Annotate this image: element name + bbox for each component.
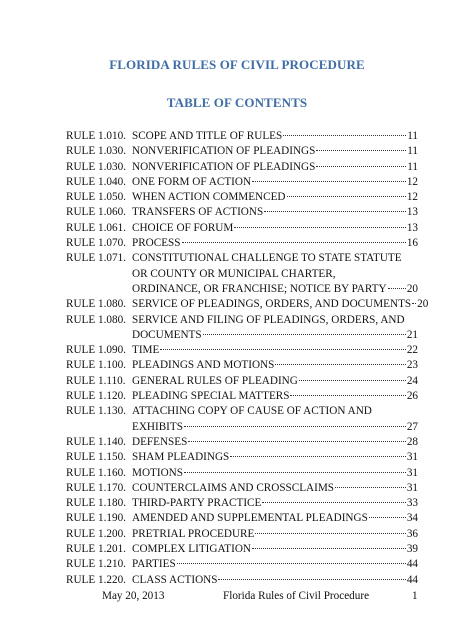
dot-leader (275, 364, 405, 365)
rule-number: RULE 1.140. (66, 435, 126, 448)
dot-leader (182, 242, 406, 243)
rule-title-line: AMENDED AND SUPPLEMENTAL PLEADINGS (132, 512, 368, 525)
rule-title (132, 190, 418, 205)
rule-title-line: SCOPE AND TITLE OF RULES (132, 130, 283, 142)
rule-title (132, 313, 418, 344)
dot-leader (255, 533, 405, 534)
page-number: 16 (406, 237, 418, 250)
toc-entry[interactable] (66, 496, 418, 511)
dot-leader (283, 135, 406, 136)
dot-leader (264, 211, 406, 212)
dot-leader (299, 380, 406, 381)
rule-number: RULE 1.060. (66, 206, 126, 219)
rule-title (132, 374, 418, 389)
rule-number: RULE 1.201. (66, 543, 126, 556)
rule-title-line: SERVICE OF PLEADINGS, ORDERS, AND DOCUMENTS (132, 298, 412, 311)
rule-number: RULE 1.160. (66, 466, 126, 479)
rule-number: RULE 1.220. (66, 573, 126, 586)
page-number: 24 (406, 374, 418, 387)
page-number: 31 (406, 466, 418, 479)
rule-title-line: THIRD-PARTY PRACTICE (132, 497, 262, 510)
rule-title (132, 435, 418, 450)
dot-leader (369, 517, 406, 518)
rule-title-line: ORDINANCE, OR FRANCHISE; NOTICE BY PARTY (132, 282, 387, 295)
rule-number: RULE 1.061. (66, 221, 126, 234)
rule-title (132, 542, 418, 557)
page-number: 13 (406, 221, 418, 234)
rule-title (132, 527, 418, 542)
rule-title-line: SERVICE AND FILING OF PLEADINGS, ORDERS, AND (132, 313, 405, 326)
rule-title (132, 557, 418, 572)
page-number: 39 (406, 543, 418, 556)
rule-number: RULE 1.120. (66, 390, 126, 403)
rule-number: RULE 1.080. (66, 298, 126, 311)
rule-title-line: CHOICE OF FORUM (132, 221, 234, 234)
rule-title-line: PRETRIAL PROCEDURE (132, 527, 255, 540)
dot-leader (184, 472, 406, 473)
rule-title (132, 358, 418, 373)
rule-title-line: EXHIBITS (132, 420, 183, 433)
toc-entry[interactable] (66, 313, 418, 344)
rule-number: RULE 1.170. (66, 481, 126, 494)
rule-title (132, 236, 418, 251)
page-number: 27 (406, 420, 418, 433)
rule-number: RULE 1.110. (66, 374, 126, 387)
dot-leader (335, 487, 406, 488)
page-number: 11 (407, 160, 418, 173)
toc-entry[interactable] (66, 542, 418, 557)
dot-leader (388, 288, 406, 289)
toc-entry[interactable] (66, 236, 418, 251)
rule-title-line: TIME (132, 344, 160, 357)
dot-leader (177, 563, 406, 564)
toc-entry[interactable] (66, 527, 418, 542)
rule-title (132, 496, 418, 511)
rule-title-line: DOCUMENTS (132, 328, 202, 341)
rule-number: RULE 1.210. (66, 558, 126, 571)
toc-heading: TABLE OF CONTENTS (166, 95, 308, 110)
toc-entry[interactable] (66, 557, 418, 572)
dot-leader (252, 181, 406, 182)
rule-title (132, 297, 429, 312)
toc-entry[interactable] (66, 297, 429, 312)
page-number: 13 (406, 206, 418, 219)
rule-title-line: MOTIONS (132, 466, 183, 479)
rule-number: RULE 1.030. (66, 160, 126, 173)
rule-title-line: DEFENSES (132, 435, 188, 448)
rule-title (132, 129, 418, 144)
rule-title-line: OR COUNTY OR MUNICIPAL CHARTER, (132, 267, 336, 280)
rule-title-line: NONVERIFICATION OF PLEADINGS (132, 160, 316, 173)
rule-number: RULE 1.130. (66, 405, 126, 418)
toc-entry[interactable] (66, 251, 418, 297)
dot-leader (262, 502, 405, 503)
dot-leader (316, 166, 406, 167)
toc-entry[interactable] (66, 450, 418, 465)
rule-number: RULE 1.010. (66, 130, 126, 142)
rule-title-line: CLASS ACTIONS (132, 573, 218, 586)
dot-leader (412, 303, 416, 304)
dot-leader (230, 456, 406, 457)
toc-entry[interactable] (66, 205, 418, 220)
page-number: 22 (406, 344, 418, 357)
rule-number: RULE 1.090. (66, 344, 126, 357)
toc-entry[interactable] (66, 404, 418, 435)
rule-title (132, 404, 418, 435)
rule-number: RULE 1.070. (66, 237, 126, 250)
dot-leader (184, 426, 406, 427)
rule-title (132, 175, 418, 190)
dot-leader (218, 579, 405, 580)
rule-number: RULE 1.100. (66, 359, 126, 372)
toc-entry[interactable] (66, 358, 418, 373)
page-number: 11 (407, 130, 418, 142)
dot-leader (290, 395, 405, 396)
footer-date: May 20, 2013 (102, 590, 165, 602)
toc-entry[interactable] (66, 221, 418, 236)
toc-entry[interactable] (66, 190, 418, 205)
table-of-contents (66, 129, 429, 588)
toc-entry[interactable] (66, 511, 418, 526)
page-number: 12 (406, 191, 418, 204)
toc-entry[interactable] (66, 175, 418, 190)
rule-number: RULE 1.040. (66, 175, 126, 188)
rule-title-line: PLEADINGS AND MOTIONS (132, 359, 275, 372)
rule-title-line: COUNTERCLAIMS AND CROSSCLAIMS (132, 481, 335, 494)
rule-title-line: COMPLEX LITIGATION (132, 543, 252, 556)
footer-page-number: 1 (412, 590, 418, 602)
page-number: 23 (406, 359, 418, 372)
rule-number: RULE 1.180. (66, 497, 126, 510)
rule-number: RULE 1.071. (66, 252, 126, 265)
rule-title (132, 511, 418, 526)
page-number: 21 (406, 328, 418, 341)
page-number: 20 (406, 282, 418, 295)
dot-leader (316, 150, 406, 151)
page-number: 44 (406, 573, 418, 586)
page-number: 20 (417, 298, 429, 311)
footer-title: Florida Rules of Civil Procedure (223, 590, 370, 602)
rule-number: RULE 1.200. (66, 527, 126, 540)
rule-number: RULE 1.080. (66, 313, 126, 326)
page-number: 12 (406, 175, 418, 188)
page-number: 26 (406, 390, 418, 403)
page-number: 11 (407, 145, 418, 158)
rule-number: RULE 1.050. (66, 191, 126, 204)
toc-entry[interactable] (66, 129, 418, 144)
toc-entry[interactable] (66, 466, 418, 481)
rule-title-line: ATTACHING COPY OF CAUSE OF ACTION AND (132, 405, 372, 418)
toc-entry[interactable] (66, 374, 418, 389)
rule-title-line: SHAM PLEADINGS (132, 451, 230, 464)
rule-title (132, 389, 418, 404)
rule-title (132, 251, 418, 297)
toc-entry[interactable] (66, 389, 418, 404)
rule-title-line: PARTIES (132, 558, 176, 571)
dot-leader (287, 196, 406, 197)
page-number: 31 (406, 451, 418, 464)
rule-title-line: NONVERIFICATION OF PLEADINGS (132, 145, 316, 158)
rule-title (132, 481, 418, 496)
page-number: 44 (406, 558, 418, 571)
rule-number: RULE 1.030. (66, 145, 126, 158)
rule-title-line: PROCESS (132, 237, 181, 250)
dot-leader (188, 441, 405, 442)
rule-title (132, 573, 418, 588)
rule-title-line: TRANSFERS OF ACTIONS (132, 206, 264, 219)
rule-title-line: PLEADING SPECIAL MATTERS (132, 390, 290, 403)
toc-entry[interactable] (66, 343, 418, 358)
rule-title-line: CONSTITUTIONAL CHALLENGE TO STATE STATUTE (132, 252, 402, 265)
rule-title (132, 221, 418, 236)
rule-title-line: ONE FORM OF ACTION (132, 175, 252, 188)
page-number: 34 (406, 512, 418, 525)
rule-title (132, 144, 418, 159)
dot-leader (203, 334, 406, 335)
rule-title-line: GENERAL RULES OF PLEADING (132, 374, 298, 387)
page-number: 28 (406, 435, 418, 448)
rule-title (132, 466, 418, 481)
toc-entry[interactable] (66, 573, 418, 588)
toc-entry[interactable] (66, 435, 418, 450)
document-title: FLORIDA RULES OF CIVIL PROCEDURE (109, 57, 365, 72)
rule-title (132, 205, 418, 220)
dot-leader (234, 227, 405, 228)
toc-entry[interactable] (66, 144, 418, 159)
rule-number: RULE 1.150. (66, 451, 126, 464)
rule-title-line: WHEN ACTION COMMENCED (132, 191, 286, 204)
page-number: 31 (406, 481, 418, 494)
rule-title (132, 450, 418, 465)
page-number: 36 (406, 527, 418, 540)
rule-title (132, 160, 418, 175)
page-number: 33 (406, 497, 418, 510)
toc-entry[interactable] (66, 160, 418, 175)
rule-number: RULE 1.190. (66, 512, 126, 525)
dot-leader (252, 548, 406, 549)
dot-leader (160, 349, 405, 350)
rule-title (132, 343, 418, 358)
toc-entry[interactable] (66, 481, 418, 496)
